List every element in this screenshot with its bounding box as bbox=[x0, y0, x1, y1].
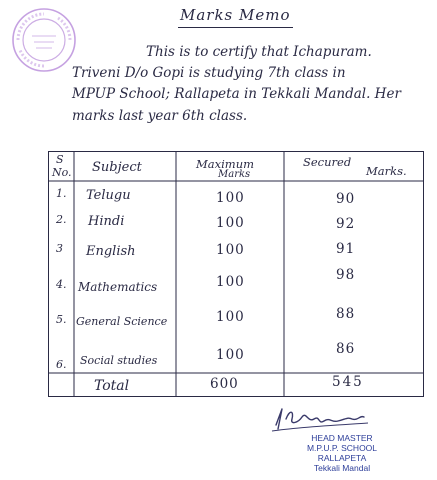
row-3-subject: English bbox=[86, 244, 136, 259]
row-2-secured: 92 bbox=[336, 216, 356, 232]
row-3-sno: 3 bbox=[56, 242, 63, 255]
seal-line-1: HEAD MASTER bbox=[311, 433, 373, 443]
title-underline bbox=[178, 27, 293, 28]
total-secured: 545 bbox=[332, 374, 364, 390]
row-2-maximum: 100 bbox=[216, 215, 245, 231]
row-5-secured: 88 bbox=[336, 306, 356, 322]
row-6-sno: 6. bbox=[56, 358, 67, 371]
row-4-secured: 98 bbox=[336, 267, 356, 283]
row-4-maximum: 100 bbox=[216, 274, 245, 290]
row-1-secured: 90 bbox=[336, 191, 356, 207]
total-label: Total bbox=[94, 378, 130, 394]
seal-line-2: M.P.U.P. SCHOOL bbox=[306, 443, 378, 453]
seal-line-3: RALLAPETA bbox=[317, 453, 367, 463]
row-2-sno: 2. bbox=[56, 213, 67, 226]
header-sno-2: No. bbox=[52, 166, 72, 179]
row-2-subject: Hindi bbox=[88, 214, 125, 229]
header-secured-2: Marks. bbox=[366, 164, 407, 178]
row-5-subject: General Science bbox=[76, 315, 168, 328]
row-4-subject: Mathematics bbox=[78, 280, 158, 294]
row-3-secured: 91 bbox=[336, 241, 356, 257]
row-6-maximum: 100 bbox=[216, 347, 245, 363]
header-subject: Subject bbox=[92, 160, 142, 175]
row-4-sno: 4. bbox=[56, 278, 67, 291]
header-secured-1: Secured bbox=[303, 155, 352, 169]
row-6-secured: 86 bbox=[336, 341, 356, 357]
header-maximum-1: Maximum bbox=[196, 157, 255, 171]
row-3-maximum: 100 bbox=[216, 242, 245, 258]
marks-table bbox=[48, 151, 424, 397]
row-1-subject: Telugu bbox=[86, 188, 131, 203]
certify-line-4: marks last year 6th class. bbox=[72, 108, 248, 124]
memo-title: Marks Memo bbox=[180, 6, 291, 24]
certify-line-3: MPUP School; Rallapeta in Tekkali Mandal. Her bbox=[72, 86, 401, 102]
total-maximum: 600 bbox=[210, 376, 239, 392]
school-seal-stamp bbox=[10, 6, 78, 74]
certify-line-2: Triveni D/o Gopi is studying 7th class in bbox=[72, 65, 346, 81]
header-maximum-2: Marks bbox=[218, 169, 251, 180]
certify-line-1: This is to certify that Ichapuram. bbox=[146, 44, 372, 60]
row-5-maximum: 100 bbox=[216, 309, 245, 325]
row-5-sno: 5. bbox=[56, 313, 67, 326]
row-1-maximum: 100 bbox=[216, 190, 245, 206]
seal-line-4: Tekkali Mandal bbox=[313, 463, 371, 473]
row-6-subject: Social studies bbox=[80, 354, 158, 367]
header-sno-1: S bbox=[56, 153, 64, 166]
row-1-sno: 1. bbox=[56, 187, 67, 200]
